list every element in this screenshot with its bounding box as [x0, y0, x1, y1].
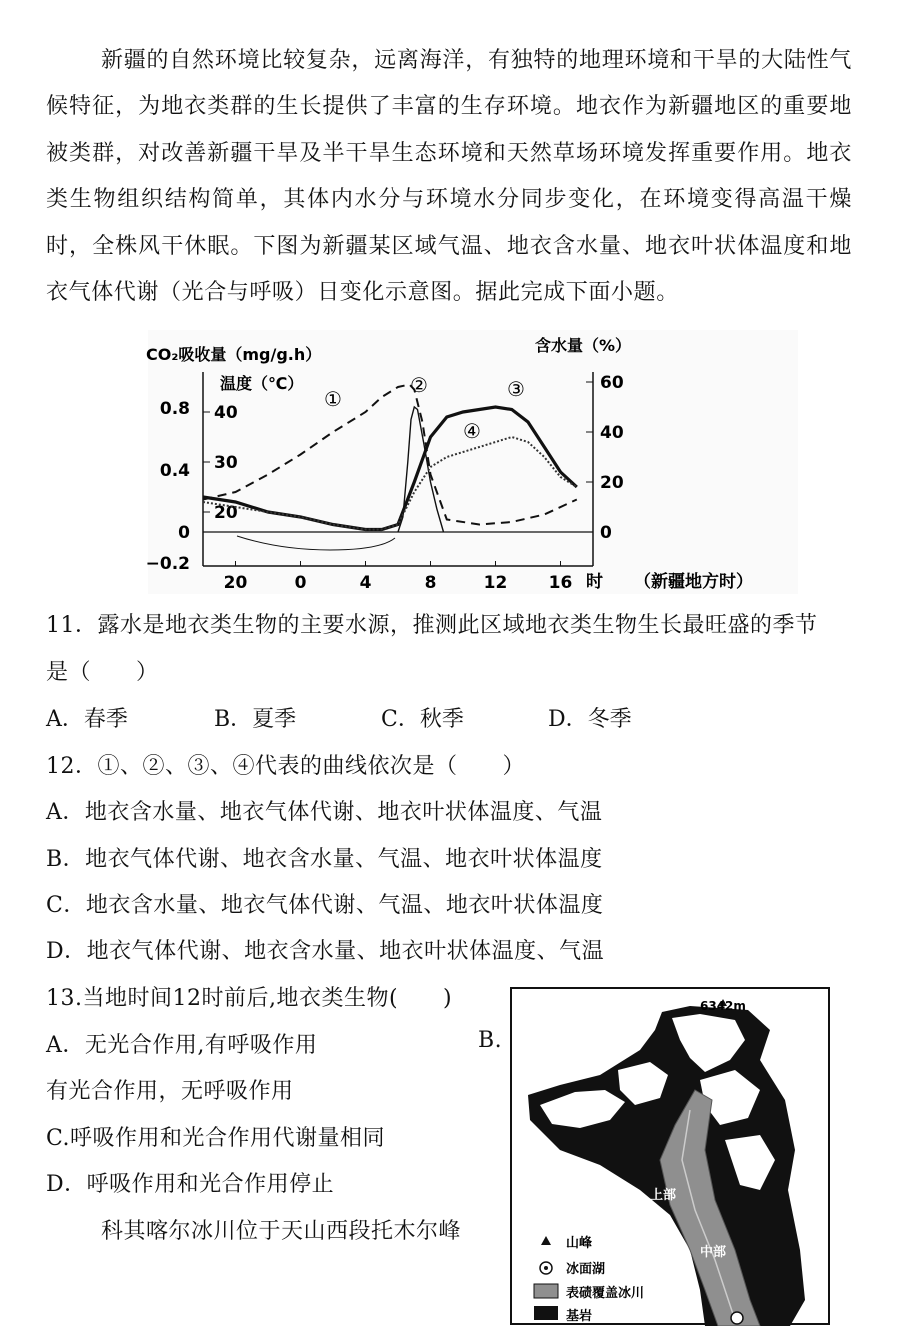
y-left-tick-label: 0.4 — [159, 461, 190, 481]
y-temp-tick-label: 40 — [214, 403, 238, 423]
curve-marker-4: ④ — [463, 419, 481, 443]
y-right-tick-label: 40 — [600, 423, 624, 443]
middle-label: 中部 — [700, 1245, 727, 1260]
q11-option-d[interactable]: D．冬季 — [548, 707, 632, 732]
q13-option-b[interactable]: 有光合作用，无呼吸作用 — [46, 1079, 294, 1104]
q11-option-c[interactable]: C．秋季 — [381, 707, 464, 732]
q11-option-a[interactable]: A．春季 — [46, 707, 128, 732]
y-left-tick-label: 0 — [178, 523, 190, 543]
x-note-label: （新疆地方时） — [634, 572, 753, 592]
q11-option-b[interactable]: B．夏季 — [214, 707, 297, 732]
x-unit-label: 时 — [586, 572, 603, 592]
legend-bedrock-swatch — [534, 1306, 558, 1320]
x-tick-label: 16 — [548, 573, 573, 593]
y-right-tick-label: 60 — [600, 373, 624, 393]
intro-paragraph: 新疆的自然环境比较复杂，远离海洋，有独特的地理环境和干旱的大陆性气候特征，为地衣类群的生长提供了丰富的生存环境。地衣作为新疆地区的重要地被类群，对改善新疆干旱及半干旱生态环境和天然草场环境发挥重要作用。地衣类生物组织结构简单，其体内水分与环境水分同步变化，在环境变得高温干燥时，全株风干休眠。下图为新疆某区域气温、地衣含水量、地衣叶状体温度和地衣气体代谢（光合与呼吸）日变化示意图。据此完成下面小题。 — [46, 48, 852, 306]
y-right-tick-label: 20 — [600, 473, 624, 493]
legend-debris: 表碛覆盖冰川 — [566, 1286, 645, 1301]
x-tick-label: 8 — [424, 573, 437, 593]
q12-option-a[interactable]: A．地衣含水量、地衣气体代谢、地衣叶状体温度、气温 — [46, 800, 603, 825]
q12-option-b[interactable]: B．地衣气体代谢、地衣含水量、气温、地衣叶状体温度 — [46, 847, 603, 872]
y-left-label: CO₂吸收量（mg/g.h） — [146, 345, 322, 364]
y-temp-tick-label: 30 — [214, 453, 238, 473]
q12-option-d[interactable]: D．地衣气体代谢、地衣含水量、地衣叶状体温度、气温 — [46, 939, 605, 964]
peak-label: 6342m — [700, 999, 746, 1013]
glacier-map — [505, 985, 835, 1326]
lichen-diurnal-chart — [130, 326, 800, 598]
legend-lake: 冰面湖 — [566, 1262, 606, 1277]
y-temp-label: 温度（℃） — [220, 374, 304, 393]
x-tick-label: 0 — [294, 573, 307, 593]
q12-stem: 12．①、②、③、④代表的曲线依次是（ ） — [46, 754, 525, 779]
upper-label: 上部 — [650, 1188, 677, 1203]
x-tick-label: 12 — [483, 573, 508, 593]
q13-option-b-letter[interactable]: B. — [478, 1028, 503, 1053]
q13-option-d[interactable]: D．呼吸作用和光合作用停止 — [46, 1172, 335, 1197]
legend-bedrock: 基岩 — [566, 1309, 593, 1324]
x-tick-label: 4 — [359, 573, 372, 593]
y-right-tick-label: 0 — [600, 523, 612, 543]
chart-background — [145, 330, 798, 594]
y-left-tick-label: −0.2 — [145, 554, 190, 574]
tail-paragraph: 科其喀尔冰川位于天山西段托木尔峰 — [101, 1219, 462, 1244]
q11-stem-cont: 是（ ） — [46, 660, 159, 685]
legend-debris-swatch — [534, 1284, 558, 1298]
lake-icon-map — [731, 1312, 743, 1324]
curve-marker-2: ② — [410, 373, 428, 397]
y-right-label: 含水量（%） — [535, 336, 632, 355]
q11-stem: 11．露水是地衣类生物的主要水源，推测此区域地衣类生物生长最旺盛的季节 — [46, 613, 818, 638]
y-temp-tick-label: 20 — [214, 503, 238, 523]
q13-option-c[interactable]: C.呼吸作用和光合作用代谢量相同 — [46, 1126, 386, 1151]
q13-stem: 13.当地时间12时前后,地衣类生物( ) — [46, 986, 453, 1011]
legend-peak: 山峰 — [566, 1236, 593, 1251]
y-left-tick-label: 0.8 — [159, 399, 190, 419]
curve-marker-3: ③ — [507, 377, 525, 401]
q13-option-a[interactable]: A．无光合作用,有呼吸作用 — [46, 1033, 318, 1058]
curve-marker-1: ① — [324, 387, 342, 411]
q12-option-c[interactable]: C．地衣含水量、地衣气体代谢、气温、地衣叶状体温度 — [46, 893, 604, 918]
x-tick-label: 20 — [223, 573, 248, 593]
